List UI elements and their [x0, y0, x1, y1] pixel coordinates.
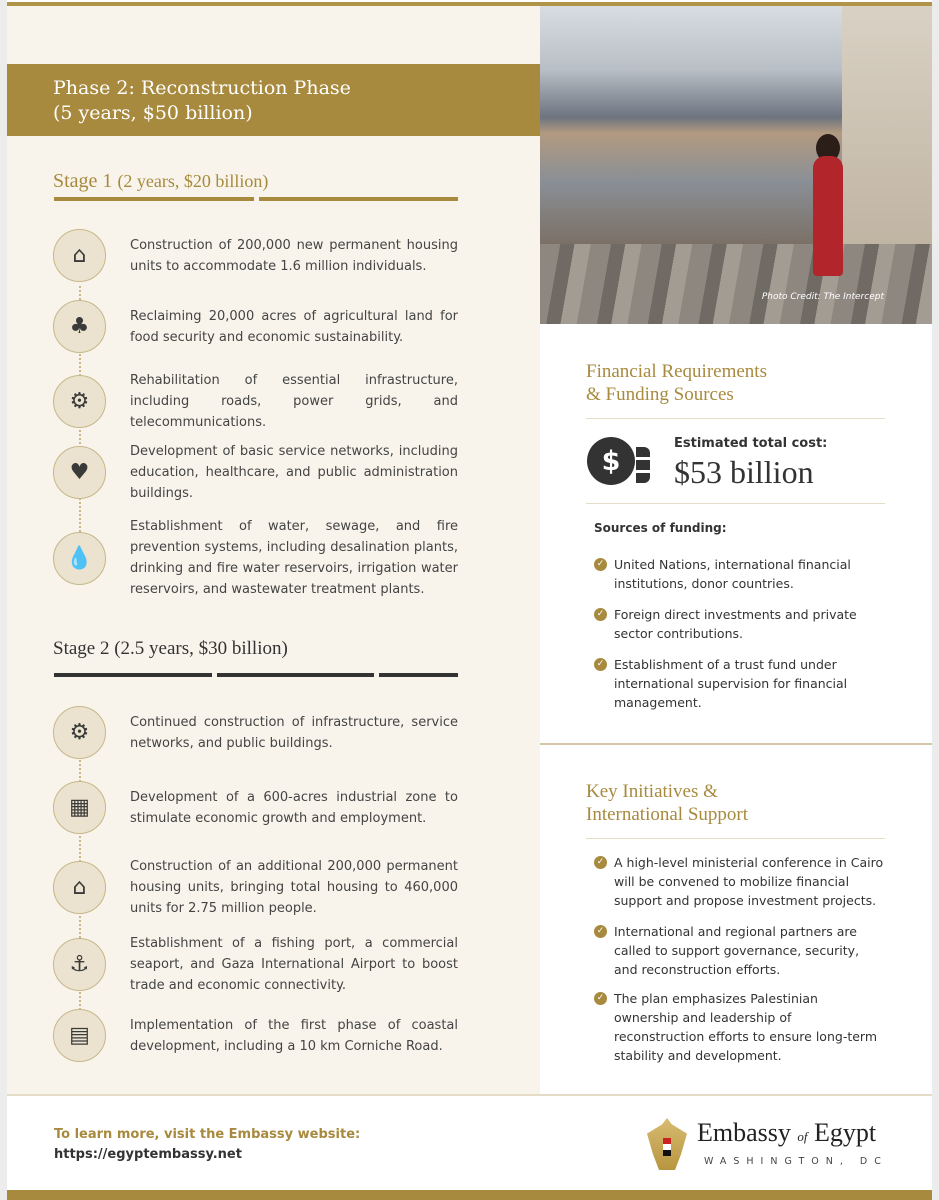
- list-item: [53, 1009, 458, 1062]
- phase-header: [7, 64, 540, 136]
- item-text: Development of basic service networks, including education, healthcare, and public administration buildings.: [130, 444, 458, 501]
- phase-subtitle: (5 years, $50 billion): [53, 102, 253, 124]
- bullet-text: The plan emphasizes Palestinian ownership and leadership of reconstruction efforts to ensure long-term stability and development.: [614, 991, 878, 1063]
- initiative-item: [594, 853, 884, 910]
- infographic-page: [7, 0, 932, 1200]
- stage1-detail: (2 years, $20 billion): [117, 171, 269, 191]
- check-icon: ✓: [594, 992, 607, 1005]
- bar-segment: [379, 673, 458, 677]
- sources-label: Sources of funding:: [594, 521, 727, 535]
- initiatives-title-2: International Support: [586, 804, 748, 825]
- egypt-eagle-emblem-icon: [647, 1118, 687, 1170]
- section-divider: [540, 743, 932, 745]
- check-icon: ✓: [594, 925, 607, 938]
- housing-icon: ⌂: [53, 861, 106, 914]
- item-text: Reclaiming 20,000 acres of agricultural land for food security and economic sustainability.: [130, 308, 458, 345]
- bullet-text: Establishment of a trust fund under international supervision for financial management.: [614, 657, 848, 710]
- bullet-text: United Nations, international financial institutions, donor countries.: [614, 557, 851, 591]
- bar-segment: [54, 197, 254, 201]
- bar-segment: [54, 673, 212, 677]
- list-item: [53, 300, 458, 353]
- rubble-photo: [540, 6, 932, 324]
- check-icon: ✓: [594, 608, 607, 621]
- item-text: Implementation of the first phase of coastal development, including a 10 km Corniche Road.: [130, 1017, 458, 1054]
- dollar-coin-icon: $: [587, 437, 635, 485]
- cost-label: Estimated total cost:: [674, 436, 828, 451]
- logo-subtitle: WASHINGTON, DC: [704, 1156, 888, 1167]
- stage1-progress-bars: [54, 197, 458, 201]
- bullet-text: Foreign direct investments and private sector contributions.: [614, 607, 857, 641]
- bullet-text: International and regional partners are called to support governance, security, and reconstruction efforts.: [614, 924, 860, 977]
- list-item: [53, 856, 458, 919]
- bar-segment: [259, 197, 459, 201]
- initiatives-title-1: Key Initiatives &: [586, 781, 718, 802]
- list-item: [53, 229, 458, 282]
- coin-stack-icon: [636, 447, 650, 483]
- finance-title-1: Financial Requirements: [586, 361, 767, 382]
- water-tap-icon: 💧: [53, 532, 106, 585]
- check-icon: ✓: [594, 856, 607, 869]
- photo-child: [813, 156, 843, 276]
- embassy-link[interactable]: https://egyptembassy.net: [54, 1147, 242, 1162]
- bar-segment: [217, 673, 375, 677]
- bottom-bar: [7, 1190, 932, 1200]
- divider: [586, 503, 885, 504]
- port-ship-icon: ⚓: [53, 938, 106, 991]
- learn-more-text: To learn more, visit the Embassy website:: [54, 1127, 361, 1142]
- infrastructure-icon: ⚙: [53, 706, 106, 759]
- item-text: Continued construction of infrastructure, service networks, and public buildings.: [130, 714, 458, 751]
- footer-rule: [7, 1094, 932, 1096]
- industrial-map-icon: ▦: [53, 781, 106, 834]
- logo-of: of: [797, 1129, 808, 1144]
- funding-source: [594, 555, 884, 593]
- housing-icon: ⌂: [53, 229, 106, 282]
- check-icon: ✓: [594, 658, 607, 671]
- photo-credit: Photo Credit: The Intercept: [761, 292, 884, 302]
- list-item: [53, 516, 458, 600]
- agriculture-icon: ♣: [53, 300, 106, 353]
- check-icon: ✓: [594, 558, 607, 571]
- stage2-heading: Stage 2 (2.5 years, $30 billion): [53, 638, 288, 659]
- emblem-shield: [663, 1138, 671, 1156]
- list-item: [53, 370, 458, 433]
- embassy-logo: [697, 1118, 876, 1148]
- divider: [586, 418, 885, 419]
- item-text: Construction of 200,000 new permanent housing units to accommodate 1.6 million individuals.: [130, 237, 458, 274]
- list-item: [53, 706, 458, 759]
- infrastructure-icon: ⚙: [53, 375, 106, 428]
- initiatives-heading: [586, 780, 748, 826]
- cost-value: $53 billion: [674, 454, 814, 490]
- list-item: [53, 933, 458, 996]
- logo-country: Egypt: [814, 1118, 877, 1147]
- stage1-label: Stage 1: [53, 170, 113, 192]
- finance-title-2: & Funding Sources: [586, 384, 734, 405]
- coastal-city-icon: ▤: [53, 1009, 106, 1062]
- logo-main: Embassy: [697, 1118, 791, 1147]
- initiative-item: [594, 922, 884, 979]
- item-text: Establishment of water, sewage, and fire prevention systems, including desalination plants, drinking and fire water reservoirs, irrigation water reservoirs, and wastewater treatment plants.: [130, 519, 458, 597]
- list-item: [53, 781, 458, 834]
- divider: [586, 838, 885, 839]
- item-text: Establishment of a fishing port, a commercial seaport, and Gaza International Airport to boost trade and economic connectivity.: [130, 936, 458, 993]
- item-text: Rehabilitation of essential infrastructure, including roads, power grids, and telecommunications.: [130, 373, 458, 430]
- funding-source: [594, 605, 884, 643]
- funding-source: [594, 655, 884, 712]
- item-text: Construction of an additional 200,000 permanent housing units, bringing total housing to 460,000 units for 2.75 million people.: [130, 859, 458, 916]
- list-item: [53, 441, 458, 504]
- care-hands-icon: ♥: [53, 446, 106, 499]
- stage1-heading: [53, 170, 268, 193]
- initiative-item: [594, 989, 884, 1065]
- bullet-text: A high-level ministerial conference in Cairo will be convened to mobilize financial support and propose investment projects.: [614, 855, 884, 908]
- finance-heading: [586, 360, 767, 406]
- photo-rubble: [540, 244, 932, 324]
- stage2-progress-bars: [54, 673, 458, 677]
- item-text: Development of a 600-acres industrial zone to stimulate economic growth and employment.: [130, 789, 458, 826]
- phase-title: Phase 2: Reconstruction Phase: [53, 77, 351, 99]
